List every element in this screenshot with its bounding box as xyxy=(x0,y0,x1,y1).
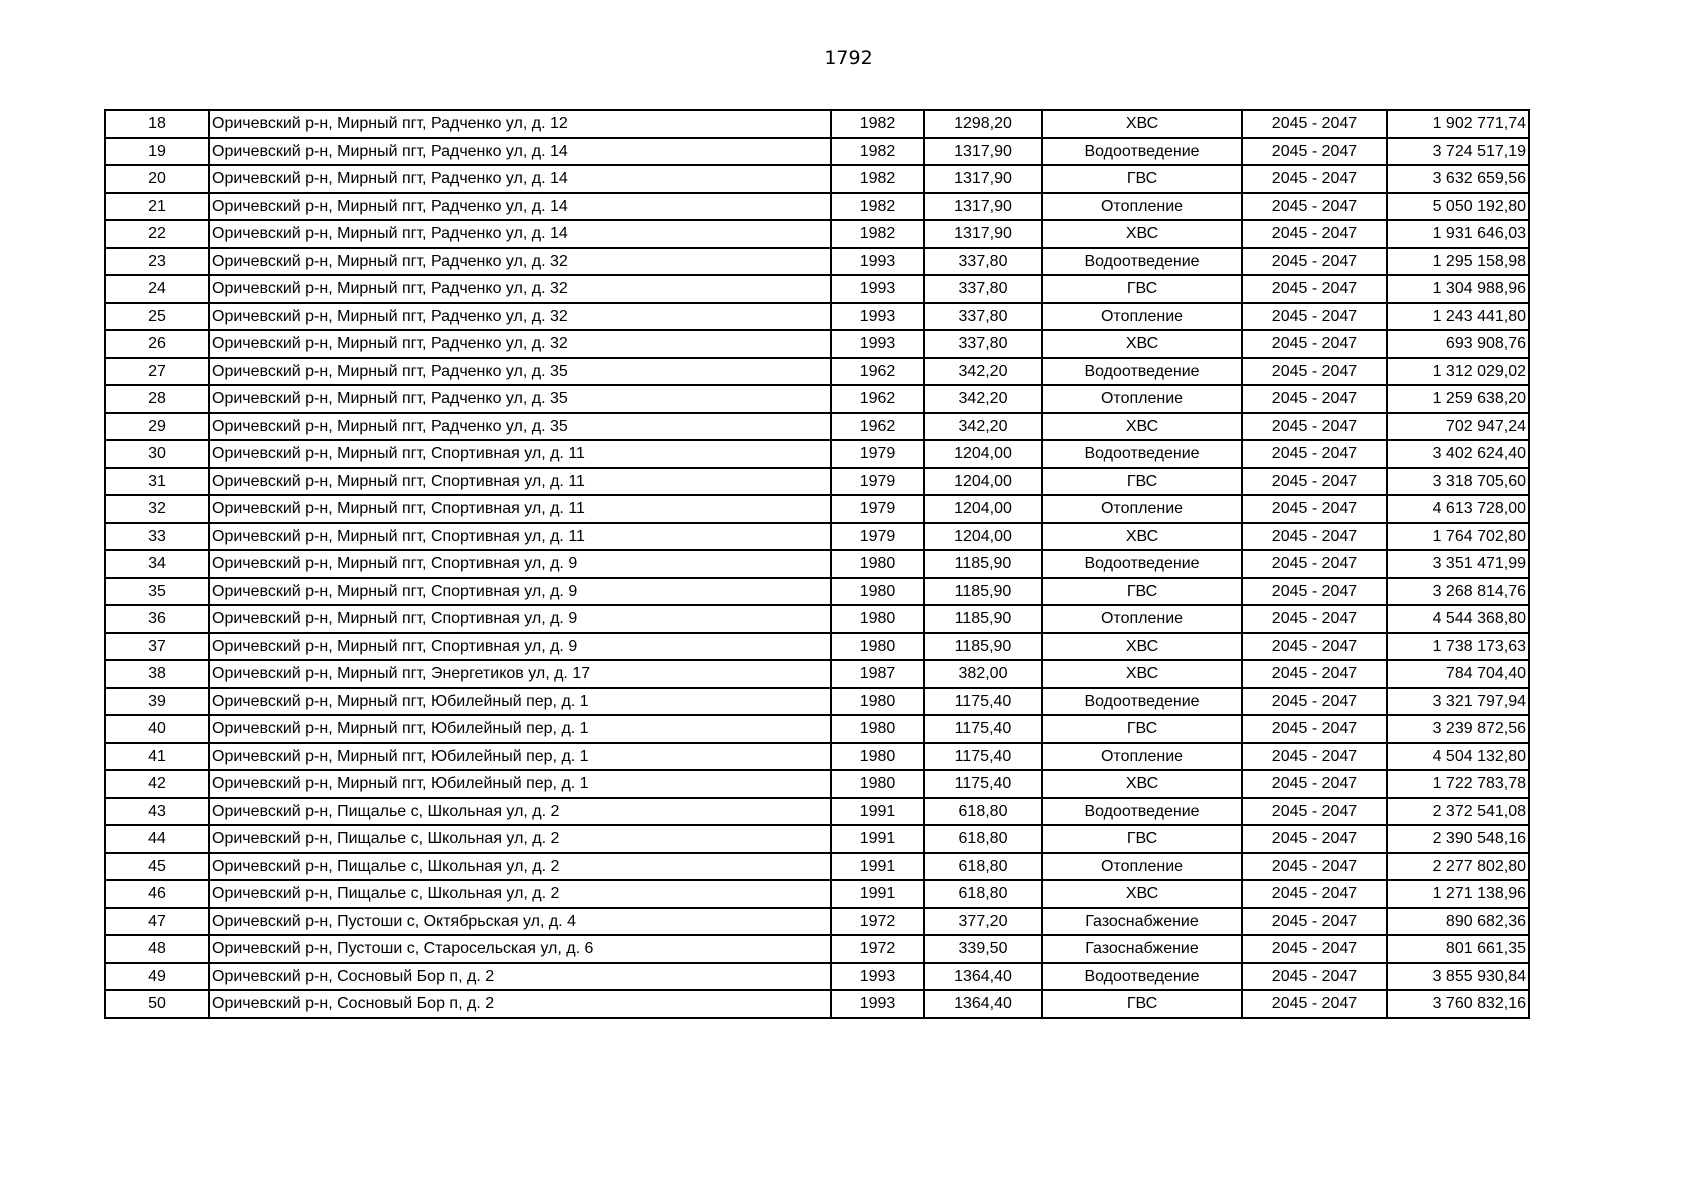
service-type-cell: ГВС xyxy=(1042,578,1242,606)
cost-cell: 2 372 541,08 xyxy=(1387,798,1529,826)
table-row xyxy=(105,770,1529,798)
service-type-cell: ГВС xyxy=(1042,715,1242,743)
row-number-cell: 34 xyxy=(105,550,209,578)
address-cell: Оричевский р-н, Пищалье с, Школьная ул, д. 2 xyxy=(209,880,831,908)
year-built-cell: 1991 xyxy=(831,798,924,826)
cost-cell: 784 704,40 xyxy=(1387,660,1529,688)
service-type-cell: ХВС xyxy=(1042,633,1242,661)
area-cell: 1185,90 xyxy=(924,605,1042,633)
table-row xyxy=(105,688,1529,716)
address-cell: Оричевский р-н, Мирный пгт, Радченко ул, д. 14 xyxy=(209,165,831,193)
year-built-cell: 1979 xyxy=(831,440,924,468)
area-cell: 342,20 xyxy=(924,385,1042,413)
area-cell: 1175,40 xyxy=(924,715,1042,743)
year-built-cell: 1991 xyxy=(831,825,924,853)
cost-cell: 3 351 471,99 xyxy=(1387,550,1529,578)
table-row xyxy=(105,468,1529,496)
address-cell: Оричевский р-н, Мирный пгт, Спортивная ул, д. 9 xyxy=(209,633,831,661)
cost-cell: 3 239 872,56 xyxy=(1387,715,1529,743)
row-number-cell: 23 xyxy=(105,248,209,276)
area-cell: 1317,90 xyxy=(924,138,1042,166)
period-cell: 2045 - 2047 xyxy=(1242,825,1387,853)
area-cell: 337,80 xyxy=(924,248,1042,276)
table-row xyxy=(105,798,1529,826)
row-number-cell: 29 xyxy=(105,413,209,441)
period-cell: 2045 - 2047 xyxy=(1242,495,1387,523)
row-number-cell: 25 xyxy=(105,303,209,331)
period-cell: 2045 - 2047 xyxy=(1242,248,1387,276)
service-type-cell: ГВС xyxy=(1042,825,1242,853)
period-cell: 2045 - 2047 xyxy=(1242,578,1387,606)
period-cell: 2045 - 2047 xyxy=(1242,798,1387,826)
row-number-cell: 41 xyxy=(105,743,209,771)
cost-cell: 3 724 517,19 xyxy=(1387,138,1529,166)
cost-cell: 1 722 783,78 xyxy=(1387,770,1529,798)
service-type-cell: Водоотведение xyxy=(1042,248,1242,276)
area-cell: 618,80 xyxy=(924,825,1042,853)
row-number-cell: 31 xyxy=(105,468,209,496)
address-cell: Оричевский р-н, Мирный пгт, Радченко ул, д. 32 xyxy=(209,275,831,303)
year-built-cell: 1993 xyxy=(831,248,924,276)
row-number-cell: 19 xyxy=(105,138,209,166)
address-cell: Оричевский р-н, Мирный пгт, Радченко ул, д. 35 xyxy=(209,385,831,413)
year-built-cell: 1980 xyxy=(831,743,924,771)
area-cell: 1204,00 xyxy=(924,468,1042,496)
service-type-cell: Водоотведение xyxy=(1042,138,1242,166)
area-cell: 1204,00 xyxy=(924,495,1042,523)
period-cell: 2045 - 2047 xyxy=(1242,770,1387,798)
address-cell: Оричевский р-н, Пищалье с, Школьная ул, д. 2 xyxy=(209,798,831,826)
row-number-cell: 42 xyxy=(105,770,209,798)
row-number-cell: 50 xyxy=(105,990,209,1018)
service-type-cell: ГВС xyxy=(1042,165,1242,193)
service-type-cell: Водоотведение xyxy=(1042,440,1242,468)
service-type-cell: ХВС xyxy=(1042,770,1242,798)
cost-cell: 693 908,76 xyxy=(1387,330,1529,358)
year-built-cell: 1962 xyxy=(831,413,924,441)
period-cell: 2045 - 2047 xyxy=(1242,110,1387,138)
year-built-cell: 1982 xyxy=(831,165,924,193)
year-built-cell: 1980 xyxy=(831,770,924,798)
table-row xyxy=(105,523,1529,551)
registry-table-body xyxy=(105,110,1529,1018)
address-cell: Оричевский р-н, Пустоши с, Старосельская ул, д. 6 xyxy=(209,935,831,963)
row-number-cell: 35 xyxy=(105,578,209,606)
year-built-cell: 1980 xyxy=(831,633,924,661)
cost-cell: 1 312 029,02 xyxy=(1387,358,1529,386)
address-cell: Оричевский р-н, Мирный пгт, Юбилейный пер, д. 1 xyxy=(209,743,831,771)
period-cell: 2045 - 2047 xyxy=(1242,853,1387,881)
row-number-cell: 24 xyxy=(105,275,209,303)
table-row xyxy=(105,440,1529,468)
table-row xyxy=(105,358,1529,386)
table-row xyxy=(105,193,1529,221)
area-cell: 382,00 xyxy=(924,660,1042,688)
address-cell: Оричевский р-н, Мирный пгт, Спортивная ул, д. 9 xyxy=(209,578,831,606)
table-row xyxy=(105,908,1529,936)
cost-cell: 702 947,24 xyxy=(1387,413,1529,441)
year-built-cell: 1979 xyxy=(831,495,924,523)
table-row xyxy=(105,275,1529,303)
address-cell: Оричевский р-н, Мирный пгт, Радченко ул, д. 12 xyxy=(209,110,831,138)
service-type-cell: Отопление xyxy=(1042,193,1242,221)
service-type-cell: Водоотведение xyxy=(1042,963,1242,991)
row-number-cell: 47 xyxy=(105,908,209,936)
service-type-cell: ГВС xyxy=(1042,468,1242,496)
area-cell: 1185,90 xyxy=(924,550,1042,578)
table-row xyxy=(105,605,1529,633)
area-cell: 1175,40 xyxy=(924,688,1042,716)
table-row xyxy=(105,633,1529,661)
address-cell: Оричевский р-н, Мирный пгт, Радченко ул, д. 35 xyxy=(209,358,831,386)
period-cell: 2045 - 2047 xyxy=(1242,413,1387,441)
row-number-cell: 49 xyxy=(105,963,209,991)
cost-cell: 1 259 638,20 xyxy=(1387,385,1529,413)
table-row xyxy=(105,578,1529,606)
period-cell: 2045 - 2047 xyxy=(1242,468,1387,496)
table-row xyxy=(105,963,1529,991)
address-cell: Оричевский р-н, Мирный пгт, Юбилейный пер, д. 1 xyxy=(209,688,831,716)
row-number-cell: 33 xyxy=(105,523,209,551)
area-cell: 1298,20 xyxy=(924,110,1042,138)
year-built-cell: 1972 xyxy=(831,908,924,936)
row-number-cell: 18 xyxy=(105,110,209,138)
period-cell: 2045 - 2047 xyxy=(1242,165,1387,193)
address-cell: Оричевский р-н, Мирный пгт, Спортивная ул, д. 11 xyxy=(209,523,831,551)
address-cell: Оричевский р-н, Пустоши с, Октябрьская ул, д. 4 xyxy=(209,908,831,936)
cost-cell: 3 321 797,94 xyxy=(1387,688,1529,716)
area-cell: 618,80 xyxy=(924,853,1042,881)
service-type-cell: Водоотведение xyxy=(1042,798,1242,826)
cost-cell: 1 902 771,74 xyxy=(1387,110,1529,138)
service-type-cell: ГВС xyxy=(1042,990,1242,1018)
area-cell: 1317,90 xyxy=(924,193,1042,221)
period-cell: 2045 - 2047 xyxy=(1242,963,1387,991)
area-cell: 1185,90 xyxy=(924,633,1042,661)
area-cell: 1185,90 xyxy=(924,578,1042,606)
area-cell: 342,20 xyxy=(924,358,1042,386)
service-type-cell: Водоотведение xyxy=(1042,550,1242,578)
address-cell: Оричевский р-н, Мирный пгт, Радченко ул, д. 32 xyxy=(209,330,831,358)
period-cell: 2045 - 2047 xyxy=(1242,330,1387,358)
area-cell: 337,80 xyxy=(924,275,1042,303)
table-row xyxy=(105,385,1529,413)
cost-cell: 2 390 548,16 xyxy=(1387,825,1529,853)
period-cell: 2045 - 2047 xyxy=(1242,358,1387,386)
row-number-cell: 48 xyxy=(105,935,209,963)
row-number-cell: 40 xyxy=(105,715,209,743)
period-cell: 2045 - 2047 xyxy=(1242,385,1387,413)
address-cell: Оричевский р-н, Сосновый Бор п, д. 2 xyxy=(209,990,831,1018)
address-cell: Оричевский р-н, Мирный пгт, Радченко ул, д. 14 xyxy=(209,193,831,221)
area-cell: 337,80 xyxy=(924,303,1042,331)
service-type-cell: ГВС xyxy=(1042,275,1242,303)
cost-cell: 3 318 705,60 xyxy=(1387,468,1529,496)
area-cell: 342,20 xyxy=(924,413,1042,441)
address-cell: Оричевский р-н, Пищалье с, Школьная ул, д. 2 xyxy=(209,853,831,881)
table-row xyxy=(105,220,1529,248)
service-type-cell: Газоснабжение xyxy=(1042,908,1242,936)
year-built-cell: 1993 xyxy=(831,963,924,991)
row-number-cell: 44 xyxy=(105,825,209,853)
row-number-cell: 20 xyxy=(105,165,209,193)
table-row xyxy=(105,825,1529,853)
cost-cell: 3 760 832,16 xyxy=(1387,990,1529,1018)
period-cell: 2045 - 2047 xyxy=(1242,743,1387,771)
period-cell: 2045 - 2047 xyxy=(1242,550,1387,578)
period-cell: 2045 - 2047 xyxy=(1242,523,1387,551)
cost-cell: 1 931 646,03 xyxy=(1387,220,1529,248)
service-type-cell: Отопление xyxy=(1042,303,1242,331)
service-type-cell: Отопление xyxy=(1042,743,1242,771)
service-type-cell: Отопление xyxy=(1042,495,1242,523)
period-cell: 2045 - 2047 xyxy=(1242,275,1387,303)
period-cell: 2045 - 2047 xyxy=(1242,990,1387,1018)
cost-cell: 1 271 138,96 xyxy=(1387,880,1529,908)
table-row xyxy=(105,330,1529,358)
address-cell: Оричевский р-н, Мирный пгт, Радченко ул, д. 35 xyxy=(209,413,831,441)
service-type-cell: ХВС xyxy=(1042,523,1242,551)
year-built-cell: 1993 xyxy=(831,303,924,331)
row-number-cell: 45 xyxy=(105,853,209,881)
service-type-cell: ХВС xyxy=(1042,330,1242,358)
service-type-cell: Отопление xyxy=(1042,385,1242,413)
year-built-cell: 1980 xyxy=(831,715,924,743)
table-row xyxy=(105,413,1529,441)
service-type-cell: ХВС xyxy=(1042,660,1242,688)
cost-cell: 1 243 441,80 xyxy=(1387,303,1529,331)
service-type-cell: Водоотведение xyxy=(1042,358,1242,386)
period-cell: 2045 - 2047 xyxy=(1242,688,1387,716)
year-built-cell: 1991 xyxy=(831,853,924,881)
row-number-cell: 30 xyxy=(105,440,209,468)
table-row xyxy=(105,853,1529,881)
row-number-cell: 21 xyxy=(105,193,209,221)
area-cell: 618,80 xyxy=(924,880,1042,908)
year-built-cell: 1991 xyxy=(831,880,924,908)
table-row xyxy=(105,165,1529,193)
period-cell: 2045 - 2047 xyxy=(1242,605,1387,633)
year-built-cell: 1982 xyxy=(831,138,924,166)
table-row xyxy=(105,990,1529,1018)
cost-cell: 3 632 659,56 xyxy=(1387,165,1529,193)
year-built-cell: 1987 xyxy=(831,660,924,688)
area-cell: 1175,40 xyxy=(924,743,1042,771)
service-type-cell: ХВС xyxy=(1042,880,1242,908)
area-cell: 1204,00 xyxy=(924,440,1042,468)
address-cell: Оричевский р-н, Мирный пгт, Спортивная ул, д. 9 xyxy=(209,605,831,633)
year-built-cell: 1980 xyxy=(831,578,924,606)
row-number-cell: 37 xyxy=(105,633,209,661)
table-row xyxy=(105,660,1529,688)
year-built-cell: 1993 xyxy=(831,330,924,358)
cost-cell: 1 738 173,63 xyxy=(1387,633,1529,661)
table-row xyxy=(105,110,1529,138)
service-type-cell: ХВС xyxy=(1042,413,1242,441)
table-row xyxy=(105,880,1529,908)
period-cell: 2045 - 2047 xyxy=(1242,715,1387,743)
table-row xyxy=(105,248,1529,276)
year-built-cell: 1962 xyxy=(831,385,924,413)
cost-cell: 890 682,36 xyxy=(1387,908,1529,936)
period-cell: 2045 - 2047 xyxy=(1242,633,1387,661)
year-built-cell: 1982 xyxy=(831,110,924,138)
service-type-cell: Водоотведение xyxy=(1042,688,1242,716)
row-number-cell: 43 xyxy=(105,798,209,826)
year-built-cell: 1979 xyxy=(831,468,924,496)
service-type-cell: ХВС xyxy=(1042,220,1242,248)
period-cell: 2045 - 2047 xyxy=(1242,220,1387,248)
cost-cell: 1 295 158,98 xyxy=(1387,248,1529,276)
area-cell: 1204,00 xyxy=(924,523,1042,551)
year-built-cell: 1979 xyxy=(831,523,924,551)
page-number: 1792 xyxy=(824,47,873,69)
row-number-cell: 32 xyxy=(105,495,209,523)
area-cell: 1175,40 xyxy=(924,770,1042,798)
cost-cell: 4 544 368,80 xyxy=(1387,605,1529,633)
row-number-cell: 28 xyxy=(105,385,209,413)
area-cell: 1317,90 xyxy=(924,165,1042,193)
cost-cell: 801 661,35 xyxy=(1387,935,1529,963)
year-built-cell: 1972 xyxy=(831,935,924,963)
address-cell: Оричевский р-н, Мирный пгт, Спортивная ул, д. 11 xyxy=(209,468,831,496)
address-cell: Оричевский р-н, Мирный пгт, Юбилейный пер, д. 1 xyxy=(209,715,831,743)
address-cell: Оричевский р-н, Мирный пгт, Радченко ул, д. 32 xyxy=(209,248,831,276)
period-cell: 2045 - 2047 xyxy=(1242,908,1387,936)
address-cell: Оричевский р-н, Мирный пгт, Радченко ул, д. 14 xyxy=(209,220,831,248)
area-cell: 1364,40 xyxy=(924,990,1042,1018)
area-cell: 1364,40 xyxy=(924,963,1042,991)
row-number-cell: 22 xyxy=(105,220,209,248)
cost-cell: 1 764 702,80 xyxy=(1387,523,1529,551)
area-cell: 377,20 xyxy=(924,908,1042,936)
cost-cell: 2 277 802,80 xyxy=(1387,853,1529,881)
period-cell: 2045 - 2047 xyxy=(1242,935,1387,963)
row-number-cell: 39 xyxy=(105,688,209,716)
period-cell: 2045 - 2047 xyxy=(1242,440,1387,468)
year-built-cell: 1993 xyxy=(831,990,924,1018)
cost-cell: 3 855 930,84 xyxy=(1387,963,1529,991)
cost-cell: 3 268 814,76 xyxy=(1387,578,1529,606)
cost-cell: 3 402 624,40 xyxy=(1387,440,1529,468)
table-row xyxy=(105,495,1529,523)
address-cell: Оричевский р-н, Мирный пгт, Радченко ул, д. 32 xyxy=(209,303,831,331)
service-type-cell: ХВС xyxy=(1042,110,1242,138)
table-row xyxy=(105,550,1529,578)
row-number-cell: 27 xyxy=(105,358,209,386)
table-row xyxy=(105,303,1529,331)
table-row xyxy=(105,935,1529,963)
year-built-cell: 1993 xyxy=(831,275,924,303)
area-cell: 1317,90 xyxy=(924,220,1042,248)
service-type-cell: Газоснабжение xyxy=(1042,935,1242,963)
cost-cell: 4 504 132,80 xyxy=(1387,743,1529,771)
period-cell: 2045 - 2047 xyxy=(1242,303,1387,331)
address-cell: Оричевский р-н, Мирный пгт, Спортивная ул, д. 9 xyxy=(209,550,831,578)
cost-cell: 5 050 192,80 xyxy=(1387,193,1529,221)
registry-table xyxy=(104,109,1530,1019)
year-built-cell: 1982 xyxy=(831,193,924,221)
area-cell: 339,50 xyxy=(924,935,1042,963)
year-built-cell: 1980 xyxy=(831,605,924,633)
address-cell: Оричевский р-н, Сосновый Бор п, д. 2 xyxy=(209,963,831,991)
year-built-cell: 1962 xyxy=(831,358,924,386)
year-built-cell: 1980 xyxy=(831,688,924,716)
row-number-cell: 36 xyxy=(105,605,209,633)
table-row xyxy=(105,138,1529,166)
period-cell: 2045 - 2047 xyxy=(1242,193,1387,221)
row-number-cell: 46 xyxy=(105,880,209,908)
area-cell: 618,80 xyxy=(924,798,1042,826)
address-cell: Оричевский р-н, Пищалье с, Школьная ул, д. 2 xyxy=(209,825,831,853)
year-built-cell: 1982 xyxy=(831,220,924,248)
cost-cell: 4 613 728,00 xyxy=(1387,495,1529,523)
address-cell: Оричевский р-н, Мирный пгт, Спортивная ул, д. 11 xyxy=(209,495,831,523)
service-type-cell: Отопление xyxy=(1042,853,1242,881)
row-number-cell: 26 xyxy=(105,330,209,358)
address-cell: Оричевский р-н, Мирный пгт, Радченко ул, д. 14 xyxy=(209,138,831,166)
service-type-cell: Отопление xyxy=(1042,605,1242,633)
period-cell: 2045 - 2047 xyxy=(1242,880,1387,908)
period-cell: 2045 - 2047 xyxy=(1242,660,1387,688)
cost-cell: 1 304 988,96 xyxy=(1387,275,1529,303)
period-cell: 2045 - 2047 xyxy=(1242,138,1387,166)
address-cell: Оричевский р-н, Мирный пгт, Юбилейный пер, д. 1 xyxy=(209,770,831,798)
address-cell: Оричевский р-н, Мирный пгт, Энергетиков ул, д. 17 xyxy=(209,660,831,688)
row-number-cell: 38 xyxy=(105,660,209,688)
address-cell: Оричевский р-н, Мирный пгт, Спортивная ул, д. 11 xyxy=(209,440,831,468)
table-row xyxy=(105,743,1529,771)
table-row xyxy=(105,715,1529,743)
year-built-cell: 1980 xyxy=(831,550,924,578)
area-cell: 337,80 xyxy=(924,330,1042,358)
